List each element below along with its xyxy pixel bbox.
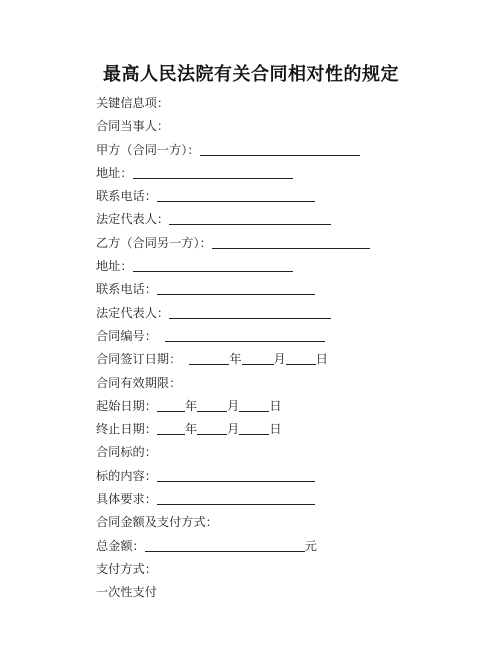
start-year-unit: 年	[184, 398, 198, 413]
requirements-row	[96, 488, 456, 511]
legal-rep-row-a	[96, 208, 456, 231]
phone-row-a	[96, 185, 456, 208]
currency-unit: 元	[304, 538, 317, 553]
address-blank-a[interactable]	[133, 166, 293, 179]
start-month-blank[interactable]	[197, 399, 227, 412]
start-month-unit: 月	[227, 398, 240, 413]
end-day-unit: 日	[269, 422, 282, 437]
key-info-heading: 关键信息项：	[96, 96, 170, 110]
total-amount-row	[96, 535, 456, 558]
end-month-blank[interactable]	[197, 422, 227, 435]
end-year-blank[interactable]	[157, 422, 185, 435]
subject-content-blank[interactable]	[157, 469, 315, 482]
party-b-row	[96, 232, 456, 255]
party-a-row	[96, 139, 456, 162]
legal-rep-label-b: 法定代表人：	[96, 305, 170, 320]
party-a-blank[interactable]	[200, 143, 360, 156]
start-year-blank[interactable]	[157, 399, 185, 412]
sign-date-row	[96, 348, 456, 371]
party-a-label: 甲方（合同一方）：	[96, 142, 200, 157]
phone-label-b: 联系电话：	[96, 282, 157, 297]
amount-payment-heading: 合同金额及支付方式：	[96, 515, 218, 530]
payment-method-heading: 支付方式：	[96, 561, 157, 576]
contract-no-row	[96, 325, 456, 348]
phone-blank-a[interactable]	[157, 189, 315, 202]
payment-once-text: 一次性支付	[96, 585, 157, 600]
address-row-a	[96, 162, 456, 185]
end-month-unit: 月	[227, 422, 240, 437]
legal-rep-label-a: 法定代表人：	[96, 212, 170, 227]
start-date-row	[96, 395, 456, 418]
address-blank-b[interactable]	[133, 259, 293, 272]
sign-year-blank[interactable]	[189, 352, 229, 365]
subject-content-label: 标的内容：	[96, 468, 157, 483]
sign-month-blank[interactable]	[242, 352, 274, 365]
contract-body	[96, 92, 456, 605]
total-amount-label: 总金额：	[96, 538, 145, 553]
legal-rep-blank-b[interactable]	[169, 306, 331, 319]
end-date-row	[96, 418, 456, 441]
requirements-blank[interactable]	[157, 492, 315, 505]
total-amount-blank[interactable]	[145, 539, 305, 552]
phone-blank-b[interactable]	[157, 282, 315, 295]
party-b-blank[interactable]	[212, 236, 370, 249]
requirements-label: 具体要求：	[96, 492, 157, 507]
contract-no-label: 合同编号：	[96, 328, 157, 343]
start-day-unit: 日	[269, 398, 282, 413]
party-b-label: 乙方（合同另一方）：	[96, 235, 212, 250]
subject-heading: 合同标的：	[96, 445, 157, 460]
phone-row-b	[96, 278, 456, 301]
sign-date-label: 合同签订日期：	[96, 352, 182, 367]
contract-no-blank[interactable]	[165, 329, 325, 342]
legal-rep-row-b	[96, 302, 456, 325]
address-label-b: 地址：	[96, 259, 133, 274]
legal-rep-blank-a[interactable]	[169, 212, 331, 225]
start-day-blank[interactable]	[239, 399, 269, 412]
validity-heading: 合同有效期限：	[96, 375, 182, 390]
phone-label-a: 联系电话：	[96, 189, 157, 204]
end-date-label: 终止日期：	[96, 422, 157, 437]
sign-month-unit: 月	[273, 352, 286, 367]
subject-content-row	[96, 465, 456, 488]
start-date-label: 起始日期：	[96, 398, 157, 413]
sign-year-unit: 年	[229, 352, 242, 367]
parties-heading: 合同当事人：	[96, 119, 170, 134]
end-day-blank[interactable]	[239, 422, 269, 435]
sign-day-unit: 日	[315, 352, 328, 367]
end-year-unit: 年	[184, 422, 198, 437]
address-label-a: 地址：	[96, 165, 133, 180]
sign-day-blank[interactable]	[286, 352, 316, 365]
document-title: 最高人民法院有关合同相对性的规定	[103, 64, 399, 85]
address-row-b	[96, 255, 456, 278]
